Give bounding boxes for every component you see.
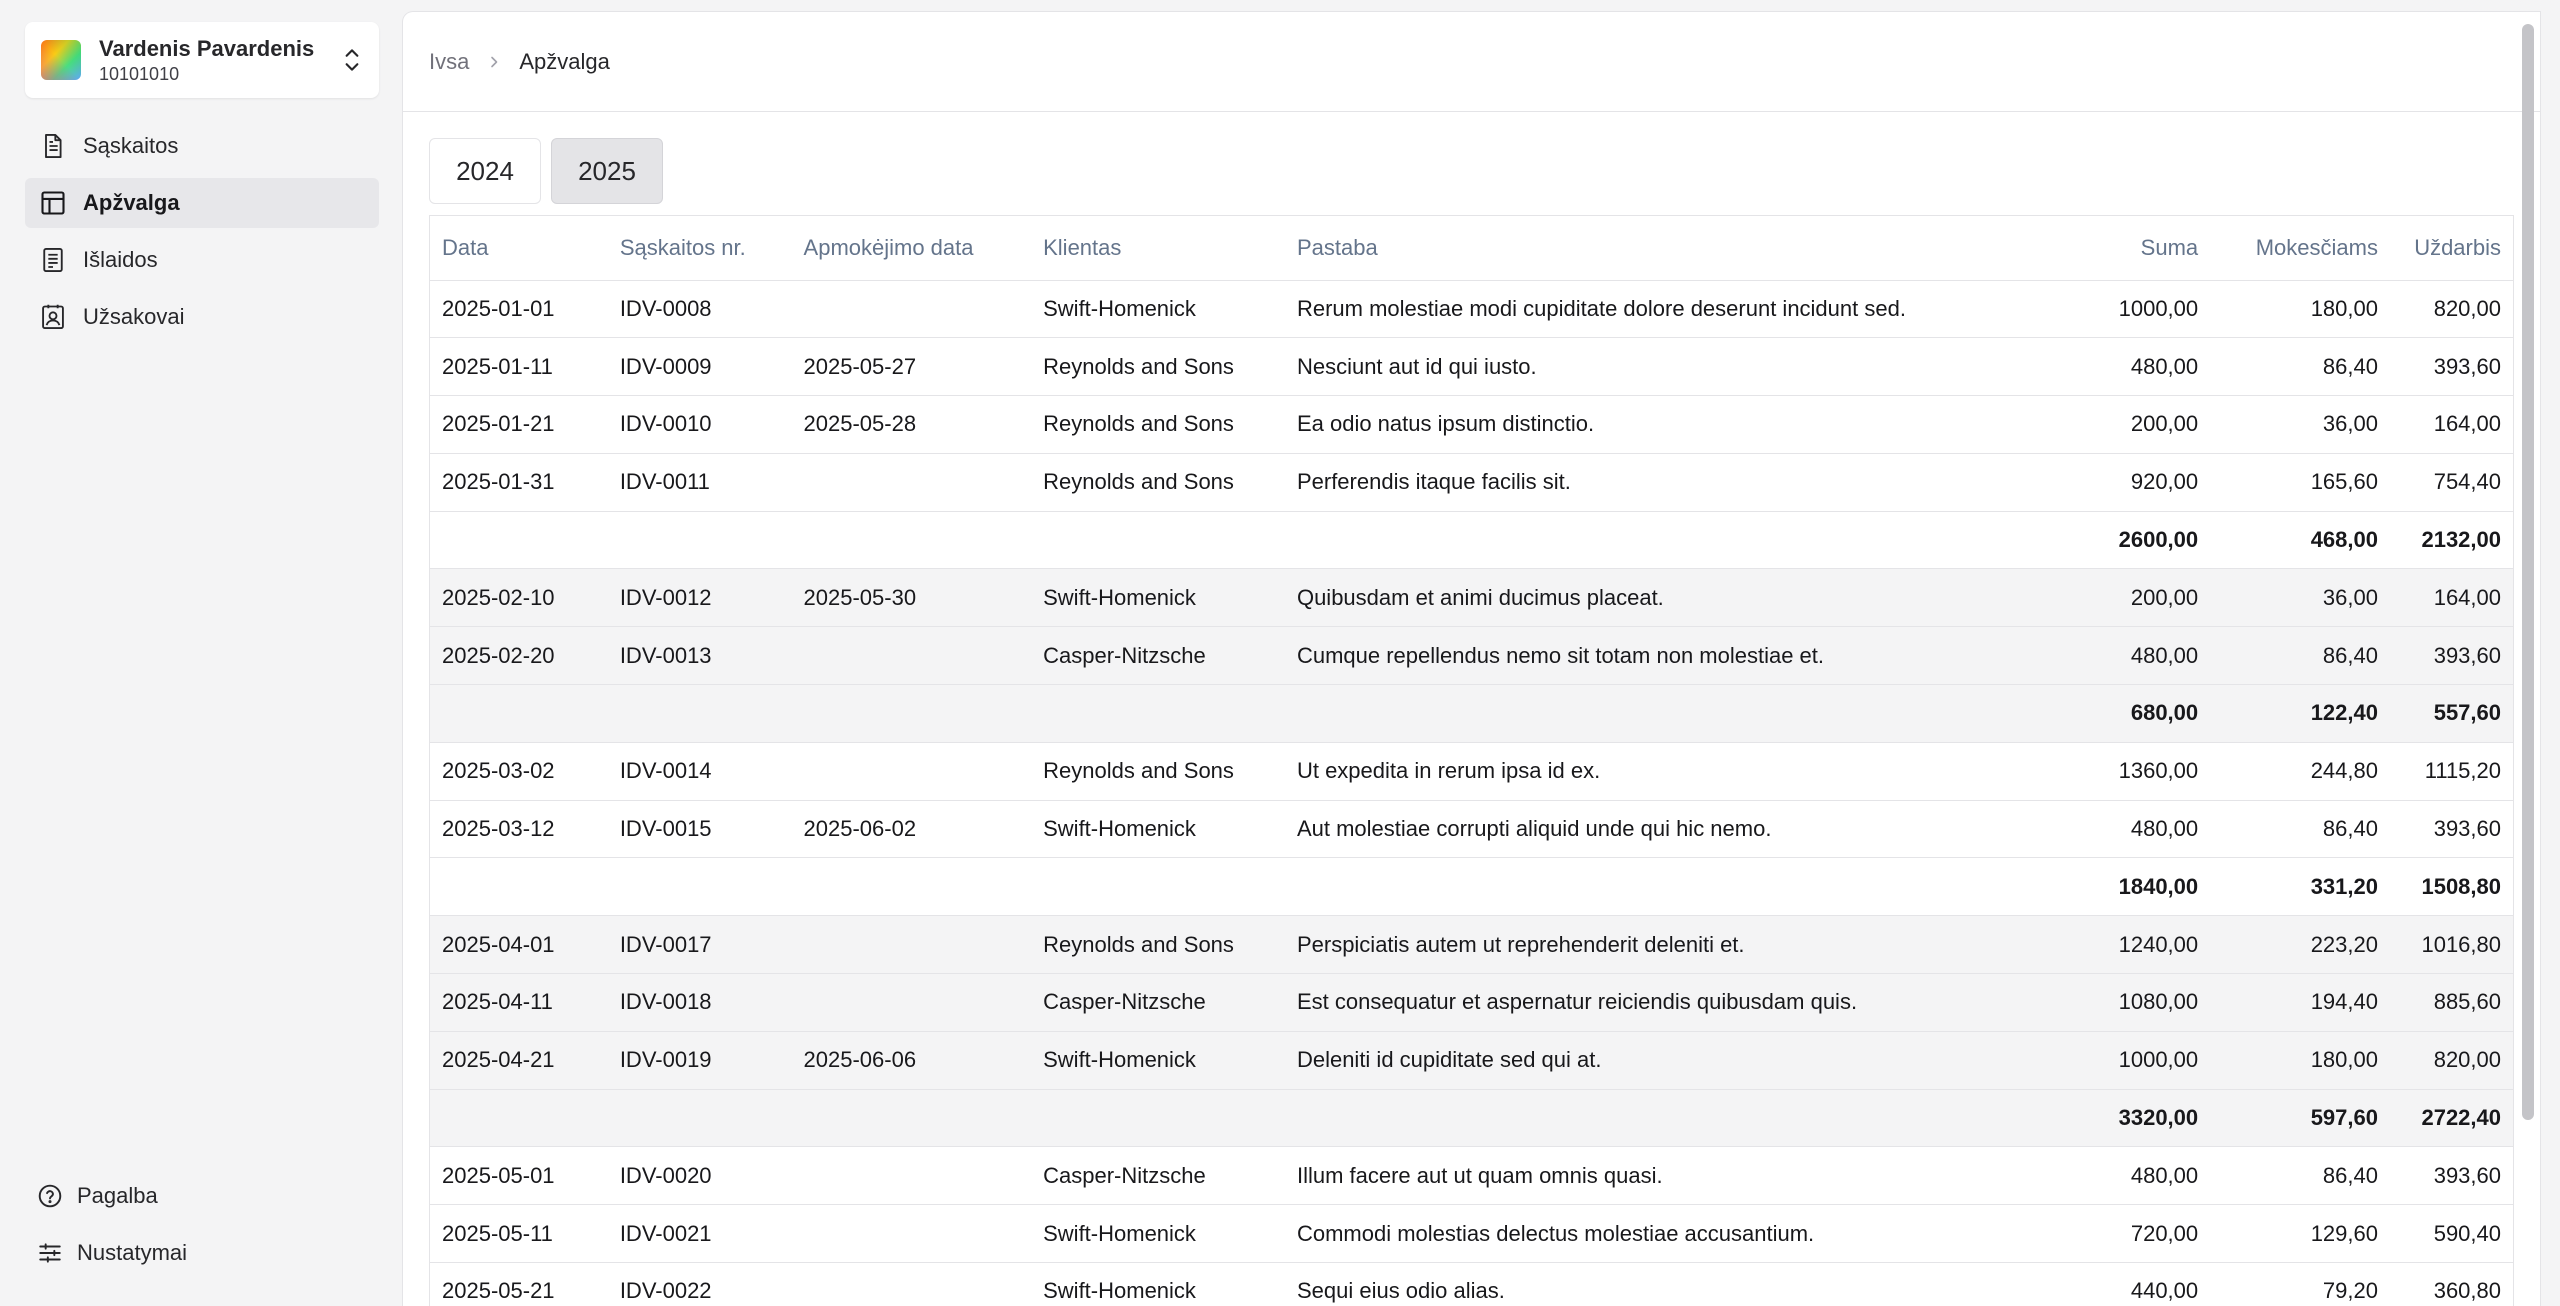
- chevron-up-down-icon: [341, 45, 363, 75]
- column-header-mokesciams[interactable]: Mokesčiams: [2210, 216, 2390, 280]
- cell-apmokejimo-data: 2025-05-27: [792, 338, 1032, 396]
- sidebar-item-pagalba[interactable]: [25, 1172, 379, 1220]
- cell-data: 2025-05-01: [430, 1147, 608, 1205]
- cell-klientas: [1031, 1089, 1285, 1147]
- cell-data: 2025-01-11: [430, 338, 608, 396]
- cell-pastaba: Quibusdam et animi ducimus placeat.: [1285, 569, 2064, 627]
- cell-mokesciams: 597,60: [2210, 1089, 2390, 1147]
- cell-klientas: Reynolds and Sons: [1031, 338, 1285, 396]
- table-icon: [39, 189, 67, 217]
- cell-uzdarbis: 1508,80: [2390, 858, 2513, 916]
- cell-pastaba: Ut expedita in rerum ipsa id ex.: [1285, 742, 2064, 800]
- cell-mokesciams: 223,20: [2210, 916, 2390, 974]
- account-names: [99, 35, 341, 85]
- cell-apmokejimo-data: 2025-05-28: [792, 396, 1032, 454]
- cell-apmokejimo-data: [792, 685, 1032, 743]
- cell-klientas: Casper-Nitzsche: [1031, 1147, 1285, 1205]
- cell-mokesciams: 86,40: [2210, 800, 2390, 858]
- cell-pastaba: [1285, 511, 2064, 569]
- cell-data: 2025-05-11: [430, 1205, 608, 1263]
- cell-uzdarbis: 164,00: [2390, 569, 2513, 627]
- cell-suma: 1840,00: [2064, 858, 2210, 916]
- sidebar-item-label: Nustatymai: [77, 1240, 188, 1265]
- cell-data: 2025-01-31: [430, 453, 608, 511]
- account-switcher[interactable]: [25, 22, 379, 98]
- cell-klientas: [1031, 858, 1285, 916]
- cell-mokesciams: 86,40: [2210, 1147, 2390, 1205]
- bottom-nav: [25, 1172, 379, 1286]
- cell-klientas: Casper-Nitzsche: [1031, 627, 1285, 685]
- cell-klientas: Reynolds and Sons: [1031, 916, 1285, 974]
- cell-pastaba: Aut molestiae corrupti aliquid unde qui hic nemo.: [1285, 800, 2064, 858]
- cell-uzdarbis: 360,80: [2390, 1263, 2513, 1306]
- cell-klientas: [1031, 685, 1285, 743]
- cell-uzdarbis: 393,60: [2390, 800, 2513, 858]
- cell-suma: 200,00: [2064, 569, 2210, 627]
- cell-data: 2025-05-21: [430, 1263, 608, 1306]
- cell-uzdarbis: 754,40: [2390, 453, 2513, 511]
- cell-apmokejimo-data: [792, 858, 1032, 916]
- cell-suma: 3320,00: [2064, 1089, 2210, 1147]
- cell-data: 2025-02-10: [430, 569, 608, 627]
- cell-pastaba: Deleniti id cupiditate sed qui at.: [1285, 1031, 2064, 1089]
- cell-data: [430, 858, 608, 916]
- table-row[interactable]: [430, 800, 2513, 858]
- cell-mokesciams: 180,00: [2210, 280, 2390, 338]
- document-icon: [39, 132, 67, 160]
- cell-uzdarbis: 393,60: [2390, 1147, 2513, 1205]
- cell-data: 2025-01-21: [430, 396, 608, 454]
- cell-uzdarbis: 557,60: [2390, 685, 2513, 743]
- cell-saskaitos-nr: IDV-0011: [608, 453, 792, 511]
- cell-suma: 1000,00: [2064, 280, 2210, 338]
- cell-apmokejimo-data: [792, 916, 1032, 974]
- cell-uzdarbis: 393,60: [2390, 338, 2513, 396]
- cell-saskaitos-nr: IDV-0021: [608, 1205, 792, 1263]
- cell-klientas: Swift-Homenick: [1031, 280, 1285, 338]
- cell-pastaba: Perferendis itaque facilis sit.: [1285, 453, 2064, 511]
- table-header-row: [430, 216, 2513, 280]
- cell-klientas: Swift-Homenick: [1031, 569, 1285, 627]
- cell-mokesciams: 36,00: [2210, 396, 2390, 454]
- cell-mokesciams: 122,40: [2210, 685, 2390, 743]
- cell-apmokejimo-data: [792, 1089, 1032, 1147]
- cell-data: 2025-04-11: [430, 974, 608, 1032]
- cell-mokesciams: 129,60: [2210, 1205, 2390, 1263]
- help-icon: [37, 1183, 63, 1209]
- cell-pastaba: [1285, 685, 2064, 743]
- cell-klientas: Swift-Homenick: [1031, 1205, 1285, 1263]
- column-header-apmokejimo-data[interactable]: Apmokėjimo data: [792, 216, 1032, 280]
- cell-data: 2025-04-21: [430, 1031, 608, 1089]
- cell-klientas: Swift-Homenick: [1031, 800, 1285, 858]
- tab-2025[interactable]: 2025: [551, 138, 663, 204]
- cell-klientas: [1031, 511, 1285, 569]
- column-header-suma[interactable]: Suma: [2064, 216, 2210, 280]
- company-logo: [41, 40, 81, 80]
- overview-table: [429, 215, 2514, 1306]
- column-header-uzdarbis[interactable]: Uždarbis: [2390, 216, 2513, 280]
- cell-data: 2025-04-01: [430, 916, 608, 974]
- vertical-scrollbar[interactable]: [2522, 24, 2534, 1120]
- column-header-klientas[interactable]: Klientas: [1031, 216, 1285, 280]
- cell-saskaitos-nr: IDV-0015: [608, 800, 792, 858]
- cell-uzdarbis: 1016,80: [2390, 916, 2513, 974]
- breadcrumb: [403, 12, 2540, 112]
- cell-pastaba: Ea odio natus ipsum distinctio.: [1285, 396, 2064, 454]
- cell-pastaba: Nesciunt aut id qui iusto.: [1285, 338, 2064, 396]
- cell-pastaba: Est consequatur et aspernatur reiciendis quibusdam quis.: [1285, 974, 2064, 1032]
- cell-uzdarbis: 820,00: [2390, 1031, 2513, 1089]
- cell-suma: 920,00: [2064, 453, 2210, 511]
- table-row[interactable]: [430, 569, 2513, 627]
- cell-saskaitos-nr: IDV-0012: [608, 569, 792, 627]
- table-row[interactable]: [430, 338, 2513, 396]
- sidebar-item-label: Išlaidos: [83, 247, 158, 272]
- cell-saskaitos-nr: IDV-0019: [608, 1031, 792, 1089]
- contact-icon: [39, 303, 67, 331]
- cell-mokesciams: 194,40: [2210, 974, 2390, 1032]
- cell-suma: 720,00: [2064, 1205, 2210, 1263]
- sidebar-item-islaidos[interactable]: [25, 235, 379, 285]
- cell-suma: 1080,00: [2064, 974, 2210, 1032]
- cell-saskaitos-nr: IDV-0013: [608, 627, 792, 685]
- cell-pastaba: Cumque repellendus nemo sit totam non molestiae et.: [1285, 627, 2064, 685]
- cell-klientas: Reynolds and Sons: [1031, 453, 1285, 511]
- cell-pastaba: [1285, 858, 2064, 916]
- main-panel: [403, 12, 2540, 1306]
- cell-suma: 1000,00: [2064, 1031, 2210, 1089]
- table-row[interactable]: [430, 453, 2513, 511]
- cell-mokesciams: 165,60: [2210, 453, 2390, 511]
- cell-uzdarbis: 820,00: [2390, 280, 2513, 338]
- table-row[interactable]: [430, 742, 2513, 800]
- cell-saskaitos-nr: IDV-0010: [608, 396, 792, 454]
- cell-klientas: Reynolds and Sons: [1031, 396, 1285, 454]
- cell-apmokejimo-data: [792, 453, 1032, 511]
- cell-uzdarbis: 393,60: [2390, 627, 2513, 685]
- cell-mokesciams: 79,20: [2210, 1263, 2390, 1306]
- breadcrumb-root-link[interactable]: Ivsa: [429, 48, 470, 74]
- cell-mokesciams: 36,00: [2210, 569, 2390, 627]
- table-row[interactable]: [430, 1263, 2513, 1306]
- cell-pastaba: Sequi eius odio alias.: [1285, 1263, 2064, 1306]
- sidebar: [0, 0, 403, 1306]
- cell-suma: 680,00: [2064, 685, 2210, 743]
- sidebar-item-label: Sąskaitos: [83, 133, 179, 158]
- sidebar-item-label: Pagalba: [77, 1183, 158, 1208]
- cell-saskaitos-nr: IDV-0008: [608, 280, 792, 338]
- month-total-row: [430, 511, 2513, 569]
- account-code: 10101010: [99, 64, 180, 84]
- cell-saskaitos-nr: IDV-0020: [608, 1147, 792, 1205]
- table-row[interactable]: [430, 396, 2513, 454]
- cell-pastaba: Illum facere aut ut quam omnis quasi.: [1285, 1147, 2064, 1205]
- chevron-right-icon: [487, 55, 501, 69]
- cell-saskaitos-nr: IDV-0017: [608, 916, 792, 974]
- cell-suma: 480,00: [2064, 800, 2210, 858]
- cell-uzdarbis: 164,00: [2390, 396, 2513, 454]
- year-tabs: [429, 138, 663, 204]
- cell-apmokejimo-data: [792, 974, 1032, 1032]
- cell-uzdarbis: 590,40: [2390, 1205, 2513, 1263]
- cell-saskaitos-nr: IDV-0018: [608, 974, 792, 1032]
- cell-uzdarbis: 1115,20: [2390, 742, 2513, 800]
- breadcrumb-current: Apžvalga: [519, 48, 610, 74]
- cell-mokesciams: 331,20: [2210, 858, 2390, 916]
- cell-apmokejimo-data: [792, 742, 1032, 800]
- cell-klientas: Reynolds and Sons: [1031, 742, 1285, 800]
- sidebar-item-uzsakovai[interactable]: [25, 292, 379, 342]
- sidebar-item-label: Apžvalga: [83, 190, 180, 215]
- sidebar-item-apzvalga[interactable]: [25, 178, 379, 228]
- column-header-data[interactable]: Data: [430, 216, 608, 280]
- cell-suma: 480,00: [2064, 627, 2210, 685]
- cell-mokesciams: 86,40: [2210, 627, 2390, 685]
- month-total-row: [430, 1089, 2513, 1147]
- cell-saskaitos-nr: IDV-0009: [608, 338, 792, 396]
- cell-saskaitos-nr: [608, 685, 792, 743]
- table-row[interactable]: [430, 974, 2513, 1032]
- cell-data: [430, 685, 608, 743]
- cell-apmokejimo-data: [792, 1147, 1032, 1205]
- cell-apmokejimo-data: 2025-06-02: [792, 800, 1032, 858]
- cell-suma: 1240,00: [2064, 916, 2210, 974]
- cell-suma: 1360,00: [2064, 742, 2210, 800]
- sliders-icon: [37, 1240, 63, 1266]
- sidebar-item-saskaitos[interactable]: [25, 121, 379, 171]
- cell-suma: 480,00: [2064, 1147, 2210, 1205]
- cell-apmokejimo-data: [792, 627, 1032, 685]
- cell-pastaba: Commodi molestias delectus molestiae accusantium.: [1285, 1205, 2064, 1263]
- cell-data: 2025-01-01: [430, 280, 608, 338]
- cell-apmokejimo-data: [792, 1263, 1032, 1306]
- cell-saskaitos-nr: IDV-0014: [608, 742, 792, 800]
- column-header-pastaba[interactable]: Pastaba: [1285, 216, 2064, 280]
- cell-uzdarbis: 2722,40: [2390, 1089, 2513, 1147]
- cell-suma: 440,00: [2064, 1263, 2210, 1306]
- table-row[interactable]: [430, 1205, 2513, 1263]
- cell-uzdarbis: 2132,00: [2390, 511, 2513, 569]
- month-total-row: [430, 858, 2513, 916]
- cell-uzdarbis: 885,60: [2390, 974, 2513, 1032]
- main-nav: [25, 121, 379, 349]
- cell-pastaba: Perspiciatis autem ut reprehenderit deleniti et.: [1285, 916, 2064, 974]
- cell-apmokejimo-data: [792, 1205, 1032, 1263]
- cell-data: 2025-02-20: [430, 627, 608, 685]
- table-row[interactable]: [430, 280, 2513, 338]
- column-header-saskaitos-nr[interactable]: Sąskaitos nr.: [608, 216, 792, 280]
- account-name: Vardenis Pavardenis: [99, 36, 315, 61]
- cell-mokesciams: 468,00: [2210, 511, 2390, 569]
- cell-data: [430, 511, 608, 569]
- cell-data: 2025-03-12: [430, 800, 608, 858]
- receipt-icon: [39, 246, 67, 274]
- cell-saskaitos-nr: IDV-0022: [608, 1263, 792, 1306]
- cell-data: [430, 1089, 608, 1147]
- table-row[interactable]: [430, 916, 2513, 974]
- cell-apmokejimo-data: 2025-05-30: [792, 569, 1032, 627]
- cell-mokesciams: 86,40: [2210, 338, 2390, 396]
- cell-pastaba: Rerum molestiae modi cupiditate dolore deserunt incidunt sed.: [1285, 280, 2064, 338]
- cell-pastaba: [1285, 1089, 2064, 1147]
- table-row[interactable]: [430, 627, 2513, 685]
- table-row[interactable]: [430, 1147, 2513, 1205]
- month-total-row: [430, 685, 2513, 743]
- cell-apmokejimo-data: 2025-06-06: [792, 1031, 1032, 1089]
- table-row[interactable]: [430, 1031, 2513, 1089]
- cell-apmokejimo-data: [792, 511, 1032, 569]
- cell-mokesciams: 180,00: [2210, 1031, 2390, 1089]
- tab-2024[interactable]: 2024: [429, 138, 541, 204]
- cell-suma: 2600,00: [2064, 511, 2210, 569]
- sidebar-item-nustatymai[interactable]: [25, 1229, 379, 1277]
- cell-saskaitos-nr: [608, 1089, 792, 1147]
- cell-apmokejimo-data: [792, 280, 1032, 338]
- cell-suma: 200,00: [2064, 396, 2210, 454]
- cell-saskaitos-nr: [608, 511, 792, 569]
- cell-klientas: Swift-Homenick: [1031, 1031, 1285, 1089]
- cell-suma: 480,00: [2064, 338, 2210, 396]
- cell-data: 2025-03-02: [430, 742, 608, 800]
- cell-mokesciams: 244,80: [2210, 742, 2390, 800]
- cell-saskaitos-nr: [608, 858, 792, 916]
- sidebar-item-label: Užsakovai: [83, 304, 185, 329]
- cell-klientas: Casper-Nitzsche: [1031, 974, 1285, 1032]
- cell-klientas: Swift-Homenick: [1031, 1263, 1285, 1306]
